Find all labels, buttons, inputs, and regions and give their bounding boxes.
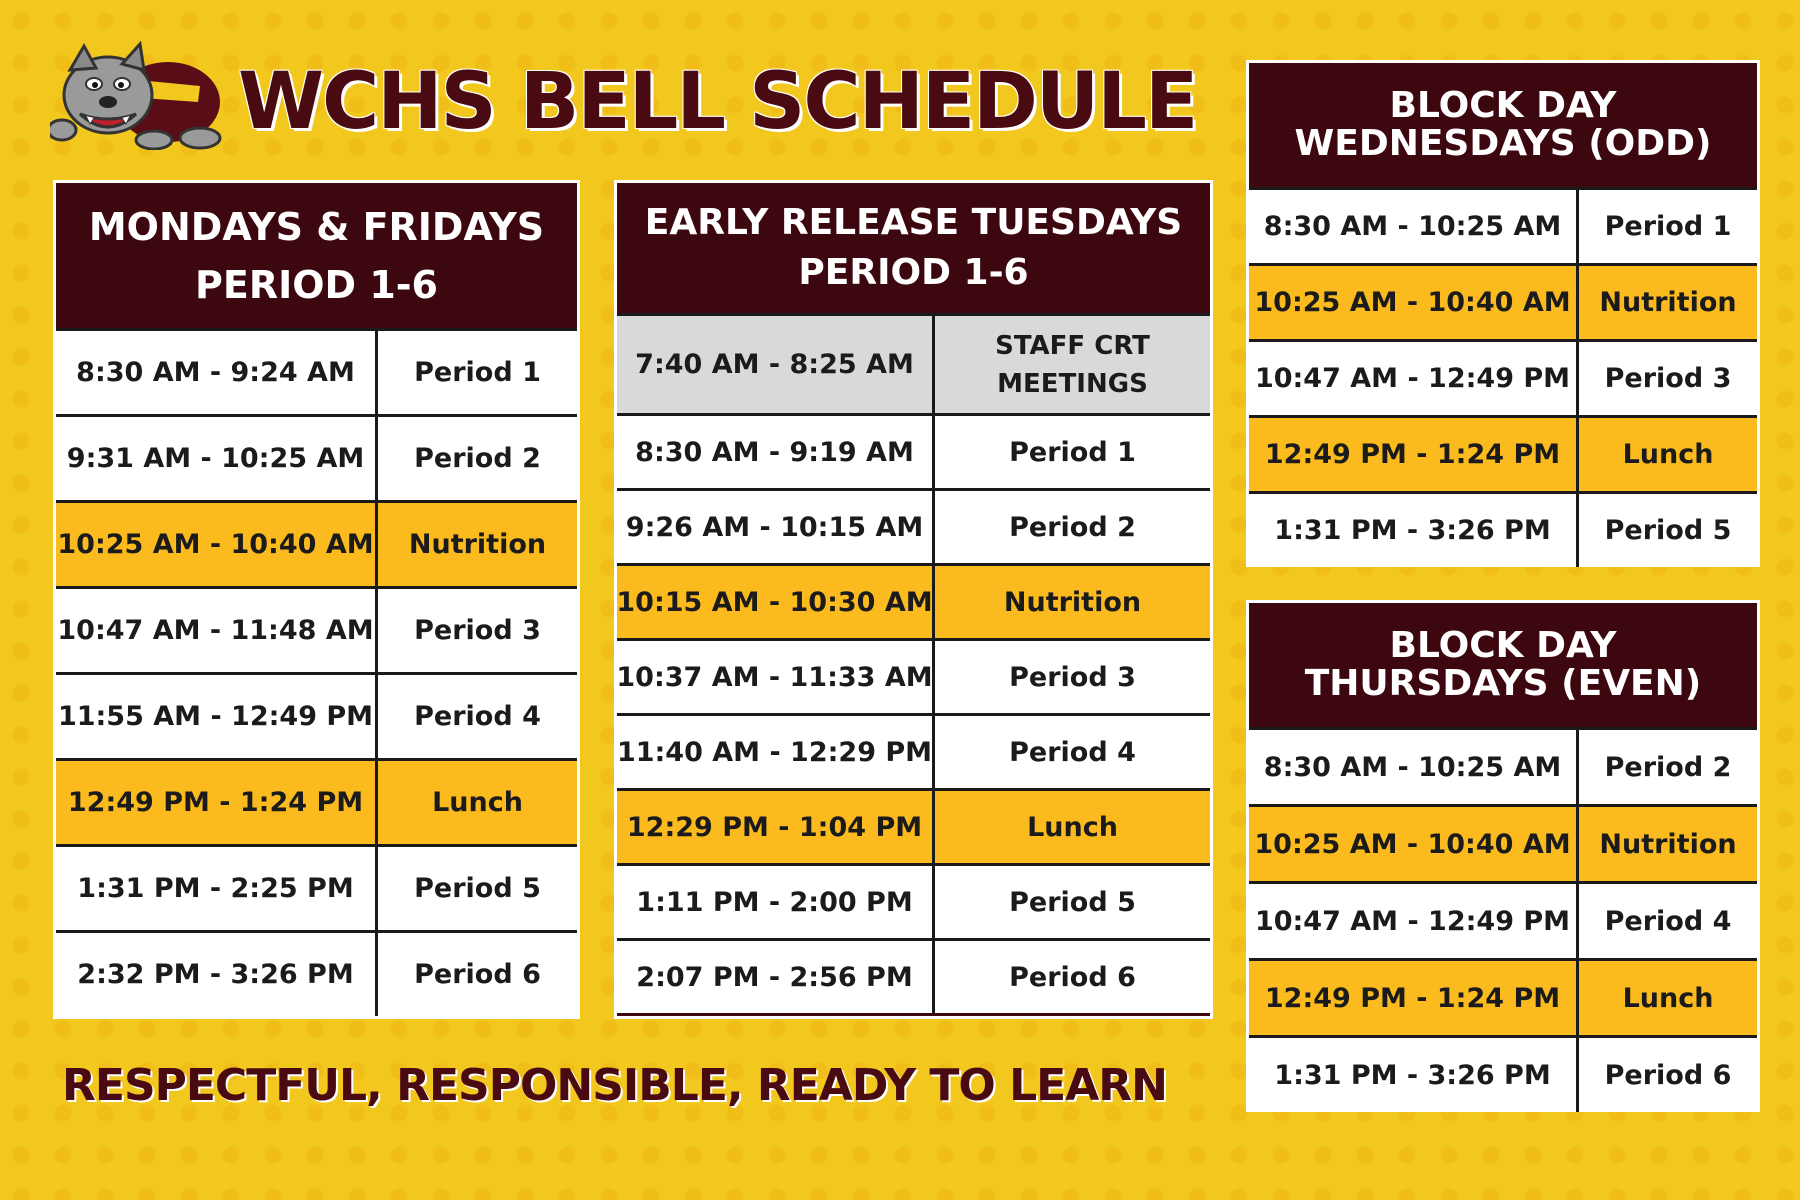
- schedule-row: [617, 788, 1210, 863]
- time-range: 8:30 AM - 9:24 AM: [56, 331, 378, 414]
- schedule-row: [56, 414, 577, 500]
- schedule-row: [617, 638, 1210, 713]
- time-range: 12:49 PM - 1:24 PM: [56, 761, 378, 844]
- time-range: 2:32 PM - 3:26 PM: [56, 933, 378, 1016]
- schedule-row: [617, 413, 1210, 488]
- period-label: Period 2: [935, 491, 1210, 563]
- period-label: STAFF CRT MEETINGS: [935, 316, 1210, 413]
- period-label: Period 1: [1579, 190, 1757, 263]
- schedule-row: [617, 938, 1210, 1013]
- schedule-row: [56, 586, 577, 672]
- bulldog-mascot-icon: [50, 40, 230, 150]
- mondays-fridays-schedule: [53, 180, 580, 1019]
- schedule-subtitle: PERIOD 1-6: [195, 262, 438, 307]
- time-range: 1:31 PM - 2:25 PM: [56, 847, 378, 930]
- schedule-row: [1249, 491, 1757, 567]
- schedule-row: [1249, 727, 1757, 804]
- time-range: 10:37 AM - 11:33 AM: [617, 641, 935, 713]
- schedule-title: MONDAYS & FRIDAYS: [88, 204, 545, 249]
- period-label: Period 3: [935, 641, 1210, 713]
- time-range: 1:31 PM - 3:26 PM: [1249, 494, 1579, 567]
- period-label: Period 5: [935, 866, 1210, 938]
- time-range: 8:30 AM - 10:25 AM: [1249, 730, 1579, 804]
- period-label: Period 1: [935, 416, 1210, 488]
- schedule-row: [56, 672, 577, 758]
- period-label: Period 3: [378, 589, 577, 672]
- period-label: Period 4: [935, 716, 1210, 788]
- time-range: 7:40 AM - 8:25 AM: [617, 316, 935, 413]
- schedule-row: [1249, 187, 1757, 263]
- page-title: WCHS BELL SCHEDULE: [238, 57, 1197, 147]
- time-range: 9:26 AM - 10:15 AM: [617, 491, 935, 563]
- schedule-row: [1249, 804, 1757, 881]
- schedule-row: [617, 563, 1210, 638]
- period-label: Period 2: [378, 417, 577, 500]
- period-label: Lunch: [1579, 418, 1757, 491]
- time-range: 10:47 AM - 11:48 AM: [56, 589, 378, 672]
- period-label: Period 2: [1579, 730, 1757, 804]
- schedule-row: [1249, 881, 1757, 958]
- schedule-subtitle: WEDNESDAYS (ODD): [1294, 123, 1712, 164]
- schedule-row: [617, 488, 1210, 563]
- schedule-row: [1249, 1035, 1757, 1112]
- schedule-row: [1249, 958, 1757, 1035]
- mondays-fridays-header: [56, 183, 577, 328]
- schedule-row: [56, 500, 577, 586]
- time-range: 2:07 PM - 2:56 PM: [617, 941, 935, 1013]
- time-range: 11:40 AM - 12:29 PM: [617, 716, 935, 788]
- time-range: 12:49 PM - 1:24 PM: [1249, 961, 1579, 1035]
- period-label: Period 1: [378, 331, 577, 414]
- time-range: 12:29 PM - 1:04 PM: [617, 791, 935, 863]
- time-range: 10:25 AM - 10:40 AM: [1249, 266, 1579, 339]
- period-label: Lunch: [935, 791, 1210, 863]
- time-range: 1:31 PM - 3:26 PM: [1249, 1038, 1579, 1112]
- schedule-row: [1249, 415, 1757, 491]
- wednesdays-header: [1249, 63, 1757, 187]
- thursdays-header: [1249, 603, 1757, 727]
- block-day-wednesdays-schedule: [1246, 60, 1760, 567]
- time-range: 10:15 AM - 10:30 AM: [617, 566, 935, 638]
- time-range: 8:30 AM - 9:19 AM: [617, 416, 935, 488]
- time-range: 8:30 AM - 10:25 AM: [1249, 190, 1579, 263]
- schedule-title: BLOCK DAY: [1389, 625, 1617, 666]
- period-label: Period 4: [1579, 884, 1757, 958]
- period-label: Nutrition: [935, 566, 1210, 638]
- schedule-subtitle: PERIOD 1-6: [798, 252, 1029, 293]
- schedule-title: EARLY RELEASE TUESDAYS: [644, 202, 1183, 243]
- schedule-row: [617, 713, 1210, 788]
- period-label: Period 4: [378, 675, 577, 758]
- school-motto: RESPECTFUL, RESPONSIBLE, READY TO LEARN: [62, 1060, 1167, 1111]
- period-label: Period 6: [935, 941, 1210, 1013]
- block-day-thursdays-schedule: [1246, 600, 1760, 1112]
- tuesdays-header: [617, 183, 1210, 313]
- schedule-row: [1249, 263, 1757, 339]
- schedule-row: [56, 328, 577, 414]
- time-range: 9:31 AM - 10:25 AM: [56, 417, 378, 500]
- schedule-row: [56, 930, 577, 1016]
- time-range: 10:47 AM - 12:49 PM: [1249, 342, 1579, 415]
- schedule-subtitle: THURSDAYS (EVEN): [1304, 663, 1702, 704]
- time-range: 10:25 AM - 10:40 AM: [1249, 807, 1579, 881]
- period-label: Period 6: [378, 933, 577, 1016]
- period-label: Lunch: [1579, 961, 1757, 1035]
- schedule-row: [56, 758, 577, 844]
- time-range: 10:25 AM - 10:40 AM: [56, 503, 378, 586]
- period-label: Lunch: [378, 761, 577, 844]
- period-label: Nutrition: [1579, 266, 1757, 339]
- time-range: 10:47 AM - 12:49 PM: [1249, 884, 1579, 958]
- period-label: Nutrition: [378, 503, 577, 586]
- period-label: Period 5: [378, 847, 577, 930]
- early-release-tuesdays-schedule: [614, 180, 1213, 1019]
- schedule-row: [617, 863, 1210, 938]
- period-label: Period 3: [1579, 342, 1757, 415]
- period-label: Period 6: [1579, 1038, 1757, 1112]
- period-label: Period 5: [1579, 494, 1757, 567]
- schedule-row: [617, 313, 1210, 413]
- schedule-title: BLOCK DAY: [1389, 85, 1617, 126]
- time-range: 1:11 PM - 2:00 PM: [617, 866, 935, 938]
- time-range: 11:55 AM - 12:49 PM: [56, 675, 378, 758]
- period-label: Nutrition: [1579, 807, 1757, 881]
- time-range: 12:49 PM - 1:24 PM: [1249, 418, 1579, 491]
- schedule-row: [56, 844, 577, 930]
- schedule-row: [1249, 339, 1757, 415]
